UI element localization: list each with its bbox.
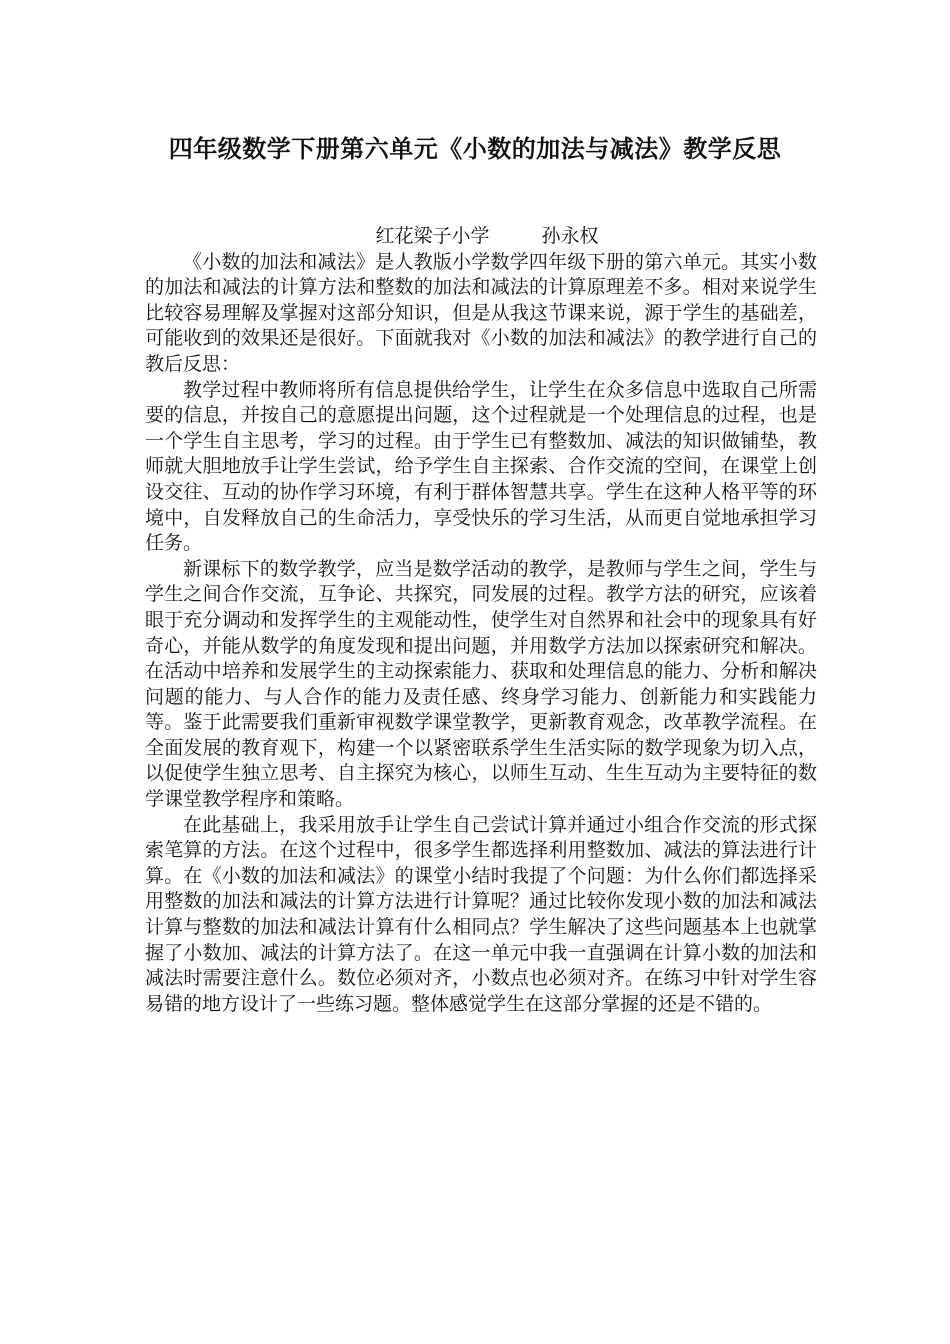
paragraph-teaching-process: 教学过程中教师将所有信息提供给学生，让学生在众多信息中选取自己所需要的信息，并按自己的意愿提出问题，这个过程就是一个处理信息的过程，也是一个学生自主思考，学习的过程。由于学生已有整数加、减法的知识做铺垫，教师就大胆地放手让学生尝试，给予学生自主探索、合作交流的空间，在课堂上创设交往、互动的协作学习环境，有利于群体智慧共享。学生在这种人格平等的环境中，自发释放自己的生命活力，享受快乐的学习生活，从而更自觉地承担学习任务。 bbox=[145, 378, 817, 555]
document-body bbox=[145, 224, 817, 1017]
school-name: 红花梁子小学 bbox=[375, 225, 490, 247]
document-title: 四年级数学下册第六单元《小数的加法与减法》教学反思 bbox=[168, 135, 782, 163]
paragraph-practice: 在此基础上，我采用放手让学生自己尝试计算并通过小组合作交流的形式探索笔算的方法。在这个过程中，很多学生都选择利用整数加、减法的算法进行计算。在《小数的加法和减法》的课堂小结时我提了个问题：为什么你们都选择采用整数的加法和减法的计算方法进行计算呢？通过比较你发现小数的加法和减法计算与整数的加法和减法计算有什么相同点？学生解决了这些问题基本上也就掌握了小数加、减法的计算方法了。在这一单元中我一直强调在计算小数的加法和减法时需要注意什么。数位必须对齐，小数点也必须对齐。在练习中针对学生容易错的地方设计了一些练习题。整体感觉学生在这部分掌握的还是不错的。 bbox=[145, 813, 817, 1015]
paragraph-intro: 《小数的加法和减法》是人教版小学数学四年级下册的第六单元。其实小数的加法和减法的计算方法和整数的加法和减法的计算原理差不多。相对来说学生比较容易理解及掌握对这部分知识，但是从我这节课来说，源于学生的基础差，可能收到的效果还是很好。下面就我对《小数的加法和减法》的教学进行自己的教后反思： bbox=[145, 250, 817, 375]
author-line bbox=[145, 224, 817, 250]
paragraph-new-curriculum: 新课标下的数学教学，应当是数学活动的教学，是教师与学生之间，学生与学生之间合作交流，互争论、共探究，同发展的过程。教学方法的研究，应该着眼于充分调动和发挥学生的主观能动性，使学生对自然界和社会中的现象具有好奇心，并能从数学的角度发现和提出问题，并用数学方法加以探索研究和解决。在活动中培养和发展学生的主动探索能力、获取和处理信息的能力、分析和解决问题的能力、与人合作的能力及责任感、终身学习能力、创新能力和实践能力等。鉴于此需要我们重新审视数学课堂教学，更新教育观念，改革教学流程。在全面发展的教育观下，构建一个以紧密联系学生生活实际的数学现象为切入点，以促使学生独立思考、自主探究为核心，以师生互动、生生互动为主要特征的数学课堂教学程序和策略。 bbox=[145, 557, 817, 811]
author-name: 孙永权 bbox=[541, 225, 599, 247]
